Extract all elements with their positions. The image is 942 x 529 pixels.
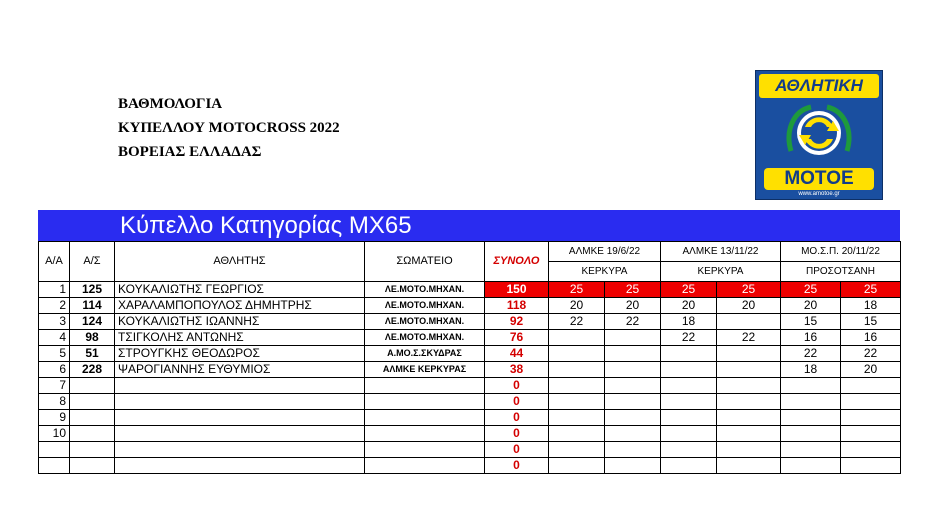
score-cell	[605, 442, 661, 458]
table-row	[39, 410, 901, 426]
club-cell	[365, 378, 485, 394]
athlete-cell	[115, 458, 365, 474]
athlete-cell	[115, 410, 365, 426]
as-cell	[70, 410, 115, 426]
score-cell: 25	[661, 282, 717, 298]
table-row	[39, 394, 901, 410]
score-cell: 22	[661, 330, 717, 346]
score-cell	[781, 442, 841, 458]
score-cell	[549, 330, 605, 346]
standings-table	[38, 241, 901, 474]
aa-cell: 3	[39, 314, 70, 330]
score-cell: 20	[781, 298, 841, 314]
total-cell: 118	[485, 298, 549, 314]
score-cell: 22	[605, 314, 661, 330]
score-cell: 16	[781, 330, 841, 346]
aa-cell: 9	[39, 410, 70, 426]
score-cell: 16	[841, 330, 901, 346]
athlete-cell: ΤΣΙΓΚΟΛΗΣ ΑΝΤΩΝΗΣ	[115, 330, 365, 346]
as-cell	[70, 394, 115, 410]
table-row	[39, 458, 901, 474]
athlete-cell: ΨΑΡΟΓΙΑΝΝΗΣ ΕΥΘΥΜΙΟΣ	[115, 362, 365, 378]
aa-cell: 7	[39, 378, 70, 394]
as-cell	[70, 442, 115, 458]
as-cell: 228	[70, 362, 115, 378]
score-cell: 18	[781, 362, 841, 378]
total-cell: 76	[485, 330, 549, 346]
score-cell	[841, 458, 901, 474]
score-cell: 25	[781, 282, 841, 298]
as-cell	[70, 378, 115, 394]
total-cell: 0	[485, 378, 549, 394]
score-cell: 20	[605, 298, 661, 314]
score-cell	[605, 330, 661, 346]
score-cell	[549, 442, 605, 458]
score-cell: 22	[781, 346, 841, 362]
race-2-place: ΚΕΡΚΥΡΑ	[661, 262, 781, 282]
score-cell: 18	[661, 314, 717, 330]
score-cell	[781, 426, 841, 442]
score-cell	[605, 426, 661, 442]
score-cell	[841, 442, 901, 458]
total-cell: 38	[485, 362, 549, 378]
total-cell: 150	[485, 282, 549, 298]
score-cell	[661, 458, 717, 474]
club-cell: ΛΕ.ΜΟΤΟ.ΜΗΧΑΝ.	[365, 298, 485, 314]
as-cell	[70, 426, 115, 442]
club-cell: ΛΕ.ΜΟΤΟ.ΜΗΧΑΝ.	[365, 282, 485, 298]
logo-url: www.amotoe.gr	[798, 191, 840, 197]
score-cell	[549, 346, 605, 362]
aa-cell: 1	[39, 282, 70, 298]
score-cell	[661, 442, 717, 458]
total-cell: 92	[485, 314, 549, 330]
score-cell: 25	[841, 282, 901, 298]
score-cell	[605, 410, 661, 426]
score-cell	[549, 410, 605, 426]
club-cell	[365, 426, 485, 442]
header-row-1	[39, 242, 901, 262]
score-cell	[717, 458, 781, 474]
club-cell: ΛΕ.ΜΟΤΟ.ΜΗΧΑΝ.	[365, 314, 485, 330]
as-cell: 124	[70, 314, 115, 330]
score-cell: 22	[841, 346, 901, 362]
as-cell: 51	[70, 346, 115, 362]
header-line-2: ΚΥΠΕΛΛΟΥ MOTOCROSS 2022	[118, 120, 340, 136]
col-total-header: ΣΥΝΟΛΟ	[485, 242, 549, 282]
category-title: Κύπελλο Κατηγορίας ΜΧ65	[120, 212, 412, 239]
score-cell	[549, 362, 605, 378]
score-cell: 15	[781, 314, 841, 330]
total-cell: 0	[485, 394, 549, 410]
standings-body	[39, 282, 901, 474]
aa-cell	[39, 442, 70, 458]
race-3-place: ΠΡΟΣΟΤΣΑΝΗ	[781, 262, 901, 282]
score-cell	[781, 394, 841, 410]
score-cell	[661, 378, 717, 394]
athlete-cell	[115, 426, 365, 442]
score-cell	[549, 458, 605, 474]
score-cell: 15	[841, 314, 901, 330]
score-cell: 22	[549, 314, 605, 330]
score-cell	[717, 410, 781, 426]
score-cell	[605, 378, 661, 394]
score-cell	[717, 426, 781, 442]
col-club-header: ΣΩΜΑΤΕΙΟ	[365, 242, 485, 282]
score-cell: 18	[841, 298, 901, 314]
score-cell	[781, 378, 841, 394]
athlete-cell	[115, 378, 365, 394]
score-cell	[841, 394, 901, 410]
as-cell: 114	[70, 298, 115, 314]
table-row	[39, 330, 901, 346]
score-cell	[717, 394, 781, 410]
logo-banner: ΑΘΛΗΤΙΚΗ	[759, 74, 879, 98]
table-row	[39, 346, 901, 362]
as-cell: 125	[70, 282, 115, 298]
logo-wordmark: ΜΟΤΟΕ	[764, 168, 874, 190]
score-cell: 20	[717, 298, 781, 314]
score-cell	[661, 426, 717, 442]
score-cell	[549, 426, 605, 442]
header-line-3: ΒΟΡΕΙΑΣ ΕΛΛΑΔΑΣ	[118, 144, 262, 160]
aa-cell: 4	[39, 330, 70, 346]
aa-cell	[39, 458, 70, 474]
score-cell	[781, 410, 841, 426]
total-cell: 0	[485, 426, 549, 442]
as-cell	[70, 458, 115, 474]
aa-cell: 6	[39, 362, 70, 378]
score-cell	[661, 362, 717, 378]
score-cell	[549, 378, 605, 394]
athlete-cell	[115, 394, 365, 410]
athlete-cell: ΣΤΡΟΥΓΚΗΣ ΘΕΟΔΩΡΟΣ	[115, 346, 365, 362]
score-cell	[717, 378, 781, 394]
score-cell	[661, 394, 717, 410]
table-row	[39, 282, 901, 298]
score-cell	[717, 346, 781, 362]
club-cell: ΑΛΜΚΕ ΚΕΡΚΥΡΑΣ	[365, 362, 485, 378]
club-cell	[365, 442, 485, 458]
club-cell: ΛΕ.ΜΟΤΟ.ΜΗΧΑΝ.	[365, 330, 485, 346]
col-athlete-header: ΑΘΛΗΤΗΣ	[115, 242, 365, 282]
athlete-cell	[115, 442, 365, 458]
score-cell	[717, 362, 781, 378]
score-cell	[841, 410, 901, 426]
logo-emblem-icon	[783, 101, 855, 165]
score-cell	[549, 394, 605, 410]
document-header	[118, 92, 340, 164]
club-cell	[365, 410, 485, 426]
col-as-header: Α/Σ	[70, 242, 115, 282]
table-row	[39, 378, 901, 394]
table-row	[39, 426, 901, 442]
table-row	[39, 314, 901, 330]
score-cell: 22	[717, 330, 781, 346]
total-cell: 0	[485, 442, 549, 458]
score-cell	[841, 426, 901, 442]
total-cell: 0	[485, 410, 549, 426]
score-cell: 20	[841, 362, 901, 378]
club-cell	[365, 458, 485, 474]
race-1-name: ΑΛΜΚΕ 19/6/22	[549, 242, 661, 262]
category-title-bar	[38, 210, 900, 241]
score-cell: 20	[549, 298, 605, 314]
as-cell: 98	[70, 330, 115, 346]
club-cell	[365, 394, 485, 410]
score-cell	[661, 346, 717, 362]
score-cell	[605, 362, 661, 378]
aa-cell: 5	[39, 346, 70, 362]
score-cell: 25	[605, 282, 661, 298]
score-cell	[661, 410, 717, 426]
score-cell: 25	[717, 282, 781, 298]
score-cell: 20	[661, 298, 717, 314]
score-cell	[605, 394, 661, 410]
athlete-cell: ΚΟΥΚΑΛΙΩΤΗΣ ΙΩΑΝΝΗΣ	[115, 314, 365, 330]
athletiki-motoe-logo	[755, 70, 883, 200]
header-line-1: ΒΑΘΜΟΛΟΓΙΑ	[118, 96, 223, 112]
table-row	[39, 362, 901, 378]
table-row	[39, 298, 901, 314]
aa-cell: 8	[39, 394, 70, 410]
score-cell	[605, 458, 661, 474]
race-2-name: ΑΛΜΚΕ 13/11/22	[661, 242, 781, 262]
athlete-cell: ΚΟΥΚΑΛΙΩΤΗΣ ΓΕΩΡΓΙΟΣ	[115, 282, 365, 298]
total-cell: 0	[485, 458, 549, 474]
race-1-place: ΚΕΡΚΥΡΑ	[549, 262, 661, 282]
aa-cell: 2	[39, 298, 70, 314]
score-cell	[605, 346, 661, 362]
club-cell: Α.ΜΟ.Σ.ΣΚΥΔΡΑΣ	[365, 346, 485, 362]
score-cell	[717, 314, 781, 330]
score-cell	[841, 378, 901, 394]
col-aa-header: Α/Α	[39, 242, 70, 282]
athlete-cell: ΧΑΡΑΛΑΜΠΟΠΟΥΛΟΣ ΔΗΜΗΤΡΗΣ	[115, 298, 365, 314]
table-row	[39, 442, 901, 458]
score-cell: 25	[549, 282, 605, 298]
score-cell	[781, 458, 841, 474]
score-cell	[717, 442, 781, 458]
total-cell: 44	[485, 346, 549, 362]
aa-cell: 10	[39, 426, 70, 442]
race-3-name: ΜΟ.Σ.Π. 20/11/22	[781, 242, 901, 262]
